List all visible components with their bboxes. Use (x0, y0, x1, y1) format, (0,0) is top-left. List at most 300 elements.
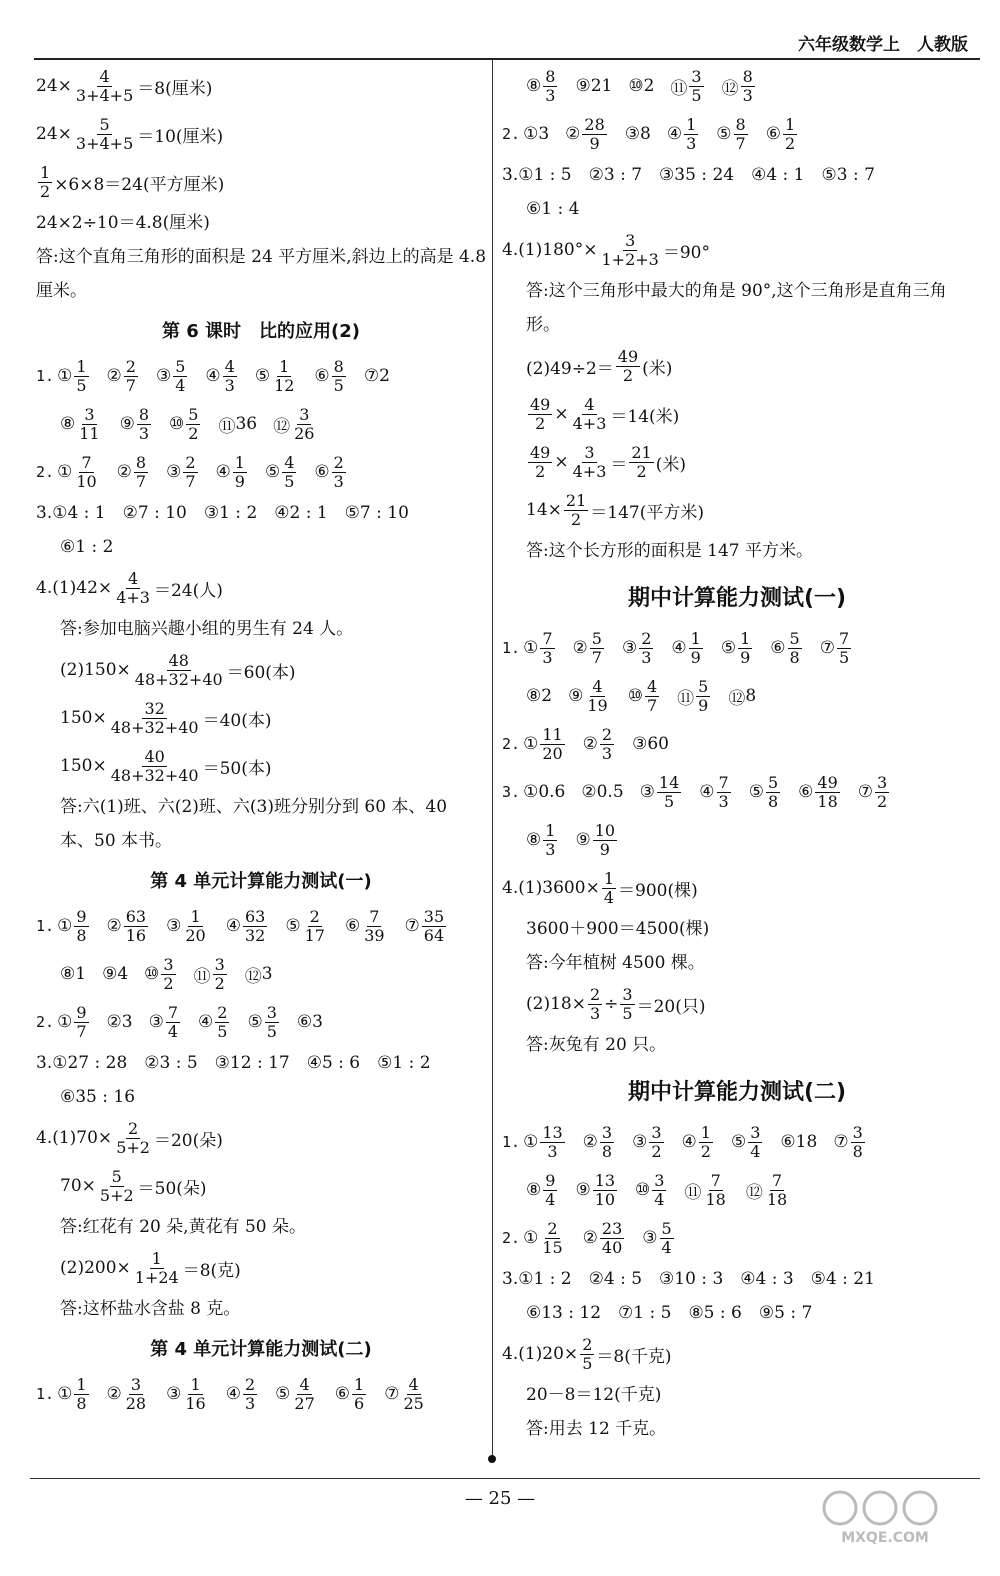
fraction (243, 1376, 257, 1413)
answer-item (640, 774, 684, 811)
numerator: 2 (601, 724, 613, 744)
equation-row (36, 742, 486, 790)
fraction (540, 726, 564, 763)
denominator: 2 (188, 423, 199, 443)
question-number: 2. (502, 125, 521, 143)
question-number: 1. (36, 367, 55, 385)
item-marker: ③ (166, 916, 182, 936)
denominator: 5 (266, 1021, 277, 1041)
answer-item (57, 1004, 90, 1041)
denominator: 3 (641, 647, 652, 667)
equation-text: (2)200× (60, 1258, 131, 1278)
fraction (593, 1172, 617, 1209)
item-marker: ④ (215, 462, 231, 482)
item-marker: ② (572, 638, 588, 658)
denominator: 8 (76, 925, 87, 945)
denominator: 3 (224, 375, 235, 395)
numerator: 8 (138, 404, 150, 424)
answer-text: 3.①4 : 1 ②7 : 10 ③1 : 2 ④2 : 1 ⑤7 : 10 (36, 503, 409, 523)
fraction (114, 570, 152, 607)
answer-item (102, 964, 128, 984)
answer-item (247, 1004, 280, 1041)
denominator: 3+4+5 (75, 133, 134, 153)
answer-item (682, 1124, 715, 1161)
item-marker: ③ (621, 638, 638, 658)
fraction (660, 1220, 674, 1257)
item-marker: ⑦ (819, 638, 835, 658)
item-value: 8 (640, 124, 651, 144)
numerator: 9 (76, 1002, 87, 1022)
item-marker: ⑫ (721, 78, 739, 99)
item-marker: ⑥ (314, 462, 330, 482)
denominator: 27 (294, 1393, 315, 1413)
fraction (620, 986, 634, 1023)
answer-row (502, 672, 972, 720)
equation-row (502, 390, 972, 438)
item-marker: ⑧ (526, 1180, 542, 1200)
answer-item (255, 358, 299, 395)
fraction (571, 444, 609, 481)
numerator: 49 (617, 346, 639, 366)
answer-item (628, 76, 654, 96)
answer-item (670, 68, 705, 105)
answer-row (502, 816, 972, 864)
denominator: 5 (691, 85, 702, 105)
answer-item (273, 406, 318, 443)
item-marker: ① (57, 1012, 73, 1032)
numerator: 3 (852, 1122, 863, 1142)
numerator: 3 (654, 1170, 665, 1190)
numerator: 3 (625, 230, 636, 250)
equation-row (502, 864, 972, 912)
fraction (629, 444, 653, 481)
equation-text: ＝147(平方米) (590, 502, 704, 523)
fraction (582, 116, 606, 153)
item-marker: ⑥ (798, 782, 814, 802)
answer-item (526, 686, 552, 706)
item-marker: ① (523, 638, 539, 658)
fraction (74, 358, 88, 395)
fraction (649, 1124, 663, 1161)
equation-row (502, 226, 972, 274)
denominator: 3 (547, 1141, 558, 1161)
item-marker: ① (523, 782, 539, 802)
item-marker: ⑥ (344, 916, 361, 936)
question-number: 1. (36, 1385, 55, 1403)
equation-row (502, 486, 972, 534)
answer-item (523, 1124, 567, 1161)
denominator: 7 (185, 471, 196, 491)
answer-item (107, 1012, 133, 1032)
item-marker: ② (106, 1012, 122, 1032)
numerator: 1 (234, 452, 245, 472)
numerator: 3 (750, 1122, 761, 1142)
answer-item (144, 956, 177, 993)
fraction (272, 358, 296, 395)
fraction (600, 232, 661, 269)
equation-text: ＝8(千克) (596, 1346, 672, 1367)
equation-text: 70× (60, 1176, 96, 1196)
denominator: 2 (877, 791, 888, 811)
fraction (684, 116, 698, 153)
denominator: 8 (852, 1141, 863, 1161)
denominator: 9 (698, 695, 709, 715)
fraction (734, 116, 748, 153)
equation-text: ＝24(人) (153, 580, 223, 601)
answer-item (166, 454, 199, 491)
numerator: 49 (530, 442, 551, 462)
equation-text: 24× (36, 76, 72, 96)
numerator: 7 (718, 772, 729, 792)
fraction (124, 358, 138, 395)
fraction (783, 116, 797, 153)
denominator: 8 (789, 647, 800, 667)
denominator: 6 (354, 1393, 365, 1413)
fraction (788, 630, 802, 667)
numerator: 2 (641, 628, 652, 648)
equation-row (502, 342, 972, 390)
numerator: 5 (661, 1218, 672, 1238)
item-marker: ⑤ (247, 1012, 263, 1032)
denominator: 11 (79, 423, 100, 443)
denominator: 18 (766, 1189, 788, 1209)
item-marker: ⑥ (780, 1132, 796, 1152)
item-value: 3 (261, 964, 273, 984)
equation-text: (2)18× (526, 994, 586, 1014)
denominator: 5+2 (99, 1185, 134, 1205)
denominator: 8 (767, 791, 779, 811)
item-marker: ⑦ (363, 366, 380, 386)
answer-item (628, 678, 661, 715)
item-value: 3 (538, 124, 550, 144)
fraction (282, 454, 296, 491)
answer-item (526, 1172, 559, 1209)
numerator: 1 (690, 628, 701, 648)
item-marker: ③ (642, 1228, 658, 1248)
item-value: 0.6 (538, 782, 566, 802)
answer-item (583, 1220, 627, 1257)
numerator: 49 (817, 772, 838, 792)
equation-text: ＝40(本) (202, 710, 272, 731)
item-marker: ① (523, 1228, 539, 1248)
equation-text: ＝ (610, 454, 628, 475)
answer-item (526, 822, 559, 859)
item-marker: ⑧ (60, 964, 76, 984)
answer-row (36, 400, 486, 448)
question-number: 3. (502, 783, 521, 801)
item-marker: ⑪ (193, 966, 211, 987)
answer-item (722, 68, 757, 105)
item-marker: ④ (225, 1384, 241, 1404)
item-marker: ⑥ (314, 366, 330, 386)
denominator: 5 (284, 471, 295, 491)
numerator: 1 (151, 1248, 162, 1268)
numerator: 8 (735, 114, 746, 134)
numerator: 3 (622, 984, 633, 1004)
answer-item (314, 454, 347, 491)
item-marker: ② (106, 916, 122, 936)
numerator: 5 (188, 404, 199, 424)
answer-item (858, 774, 891, 811)
answer-item (684, 1172, 729, 1209)
item-marker: ⑥ (296, 1012, 313, 1032)
denominator: 20 (185, 925, 206, 945)
fraction (183, 908, 207, 945)
item-marker: ⑪ (684, 1182, 702, 1203)
denominator: 9 (740, 647, 751, 667)
equation-text: (2)150× (60, 660, 131, 680)
section-title: 第 6 课时 比的应用(2) (161, 321, 361, 342)
item-value: 4 (117, 964, 129, 984)
book-header: 六年级数学上 人教版 (798, 35, 968, 55)
item-marker: ② (116, 462, 132, 482)
answer-item (523, 630, 556, 667)
equation-text: 4.(1)20× (502, 1344, 579, 1364)
answer-item (749, 774, 782, 811)
answer-item (581, 782, 623, 802)
fraction (352, 1376, 366, 1413)
equation-text: 4.(1)3600× (502, 878, 600, 898)
equation-row (36, 564, 486, 612)
equation-text: ＝20(朵) (153, 1130, 223, 1151)
fraction (38, 164, 52, 201)
item-marker: ② (106, 366, 122, 386)
equation-text: 14× (526, 500, 562, 520)
answer-item (699, 774, 732, 811)
answer-row (502, 768, 972, 816)
denominator: 9 (589, 133, 600, 153)
item-marker: ① (57, 366, 73, 386)
fraction (543, 1172, 557, 1209)
answer-item (583, 726, 616, 763)
answer-item (622, 630, 655, 667)
item-value: 60 (647, 734, 669, 754)
answer-text: 答:灰兔有 20 只。 (526, 1035, 667, 1055)
denominator: 3 (742, 85, 753, 105)
fraction (265, 1004, 279, 1041)
denominator: 48+32+40 (134, 669, 223, 689)
denominator: 2 (636, 461, 647, 481)
numerator: 1 (700, 1122, 711, 1142)
denominator: 19 (587, 695, 608, 715)
numerator: 1 (354, 1374, 365, 1394)
equation-text: 24× (36, 124, 72, 144)
fraction (588, 986, 602, 1023)
item-value: 21 (590, 76, 613, 96)
numerator: 2 (127, 1118, 139, 1138)
equation-text: ＝90° (662, 242, 710, 263)
item-marker: ④ (198, 1012, 214, 1032)
answer-item (523, 1220, 567, 1257)
numerator: 21 (631, 442, 652, 462)
item-marker: ③ (632, 734, 648, 754)
fraction (186, 406, 200, 443)
answer-item (523, 726, 567, 763)
fraction (738, 630, 752, 667)
item-value: 18 (795, 1132, 818, 1152)
denominator: 5 (217, 1021, 228, 1041)
item-marker: ⑩ (169, 414, 185, 434)
answer-text: ⑥13 : 12 ⑦1 : 5 ⑧5 : 6 ⑨5 : 7 (526, 1303, 813, 1323)
item-marker: ⑩ (627, 686, 643, 706)
item-marker: ④ (699, 782, 715, 802)
fraction (137, 406, 151, 443)
answer-text: 答:这杯盐水含盐 8 克。 (60, 1299, 241, 1319)
item-marker: ③ (166, 462, 182, 482)
denominator: 3 (545, 85, 556, 105)
numerator: 3 (214, 954, 225, 974)
fraction (837, 630, 851, 667)
denominator: 20 (542, 743, 563, 763)
fraction (223, 358, 237, 395)
item-marker: ② (582, 1228, 598, 1248)
fraction (77, 406, 101, 443)
denominator: 16 (125, 925, 147, 945)
fraction (109, 748, 201, 785)
item-marker: ⑫ (728, 688, 746, 709)
fraction (134, 454, 148, 491)
answer-text: 答:六(1)班、六(2)班、六(3)班分别分到 60 本、40 本、50 本书。 (60, 797, 448, 851)
item-marker: ② (565, 124, 581, 144)
section-title: 第 4 单元计算能力测试(二) (150, 1339, 372, 1360)
item-marker: ④ (666, 124, 683, 144)
fraction (766, 774, 780, 811)
answer-item (625, 124, 651, 144)
answer-item (205, 358, 238, 395)
denominator: 12 (274, 375, 295, 395)
item-marker: ④ (681, 1132, 697, 1152)
numerator: 23 (601, 1218, 623, 1238)
item-marker: ⑦ (404, 916, 420, 936)
equation-text: ＝14(米) (610, 406, 680, 427)
fraction (815, 774, 839, 811)
numerator: 2 (582, 1334, 593, 1354)
numerator: 1 (740, 628, 751, 648)
equation-text: ＝10(厘米) (137, 126, 224, 147)
item-marker: ② (582, 1132, 598, 1152)
denominator: 26 (294, 423, 315, 443)
item-value: 2 (643, 76, 655, 96)
numerator: 2 (125, 356, 136, 376)
watermark-logo (810, 1486, 960, 1546)
question-number: 2. (36, 463, 55, 481)
numerator: 7 (167, 1002, 179, 1022)
item-marker: ⑤ (716, 124, 732, 144)
numerator: 1 (190, 906, 201, 926)
answer-row (502, 110, 972, 158)
denominator: 3 (542, 647, 553, 667)
denominator: 5 (76, 375, 87, 395)
denominator: 4 (750, 1141, 761, 1161)
fraction (689, 630, 703, 667)
answer-item (523, 782, 565, 802)
answer-item (770, 630, 803, 667)
fraction (875, 774, 889, 811)
numerator: 8 (333, 356, 344, 376)
answer-item (405, 908, 449, 945)
fraction (292, 1376, 316, 1413)
denominator: 18 (817, 791, 838, 811)
item-marker: ③ (155, 366, 172, 386)
equation-text: ＝60(本) (226, 662, 296, 683)
item-marker: ⑪ (670, 78, 688, 99)
item-marker: ⑫ (273, 416, 291, 437)
item-marker: ⑨ (575, 1180, 591, 1200)
answer-item (120, 406, 153, 443)
answer-item (107, 358, 140, 395)
numerator: 3 (163, 954, 174, 974)
answer-item (632, 734, 669, 754)
item-value: 2 (379, 366, 390, 386)
fraction (74, 116, 135, 153)
answer-item (565, 116, 609, 153)
denominator: 4 (654, 1189, 665, 1209)
answer-row (502, 62, 972, 110)
denominator: 1+2+3 (601, 249, 659, 269)
equation-text: ＝20(只) (636, 996, 706, 1017)
answer-item (57, 454, 101, 491)
denominator: 2 (700, 1141, 711, 1161)
numerator: 4 (646, 676, 658, 696)
section-title: 期中计算能力测试(二) (627, 1079, 847, 1105)
numerator: 1 (784, 114, 796, 134)
numerator: 48 (168, 650, 189, 670)
bottom-rule (30, 1478, 980, 1479)
fraction (114, 1120, 152, 1157)
fraction (133, 1250, 181, 1287)
item-marker: ③ (166, 1384, 182, 1404)
equation-text: 4.(1)180°× (502, 240, 598, 260)
item-marker: ⑨ (575, 830, 591, 850)
divider-dot (488, 1455, 496, 1463)
answer-item (226, 1376, 259, 1413)
equation-text: 150× (60, 756, 107, 776)
denominator: 7 (735, 133, 746, 153)
equation-row (36, 110, 486, 158)
answer-text: 答:这个三角形中最大的角是 90°,这个三角形是直角三角形。 (526, 281, 947, 335)
denominator: 3 (333, 471, 344, 491)
equation-text: 4.(1)70× (36, 1128, 113, 1148)
fraction (183, 454, 197, 491)
denominator: 40 (601, 1237, 623, 1257)
numerator: 7 (838, 628, 850, 648)
item-marker: ⑤ (275, 1384, 291, 1404)
item-marker: ① (523, 1132, 539, 1152)
fraction (696, 678, 710, 715)
question-number: 2. (502, 735, 521, 753)
numerator: 4 (99, 66, 110, 86)
numerator: 3 (130, 1374, 142, 1394)
answer-row (502, 1166, 972, 1214)
denominator: 2 (622, 365, 634, 385)
numerator: 7 (542, 628, 553, 648)
item-marker: ⑤ (720, 638, 737, 658)
numerator: 3 (601, 1122, 613, 1142)
answer-item (57, 358, 90, 395)
answer-row (502, 720, 972, 768)
item-marker: ⑧ (60, 414, 76, 434)
denominator: 25 (403, 1393, 424, 1413)
fraction (332, 454, 346, 491)
watermark-text: MXQE.COM (841, 1530, 929, 1546)
fraction (401, 1376, 425, 1413)
item-marker: ⑪ (218, 416, 236, 437)
fraction (215, 1004, 229, 1041)
answer-item (780, 1132, 817, 1152)
answer-item (671, 630, 704, 667)
answer-item (166, 908, 210, 945)
numerator: 9 (545, 1170, 556, 1190)
